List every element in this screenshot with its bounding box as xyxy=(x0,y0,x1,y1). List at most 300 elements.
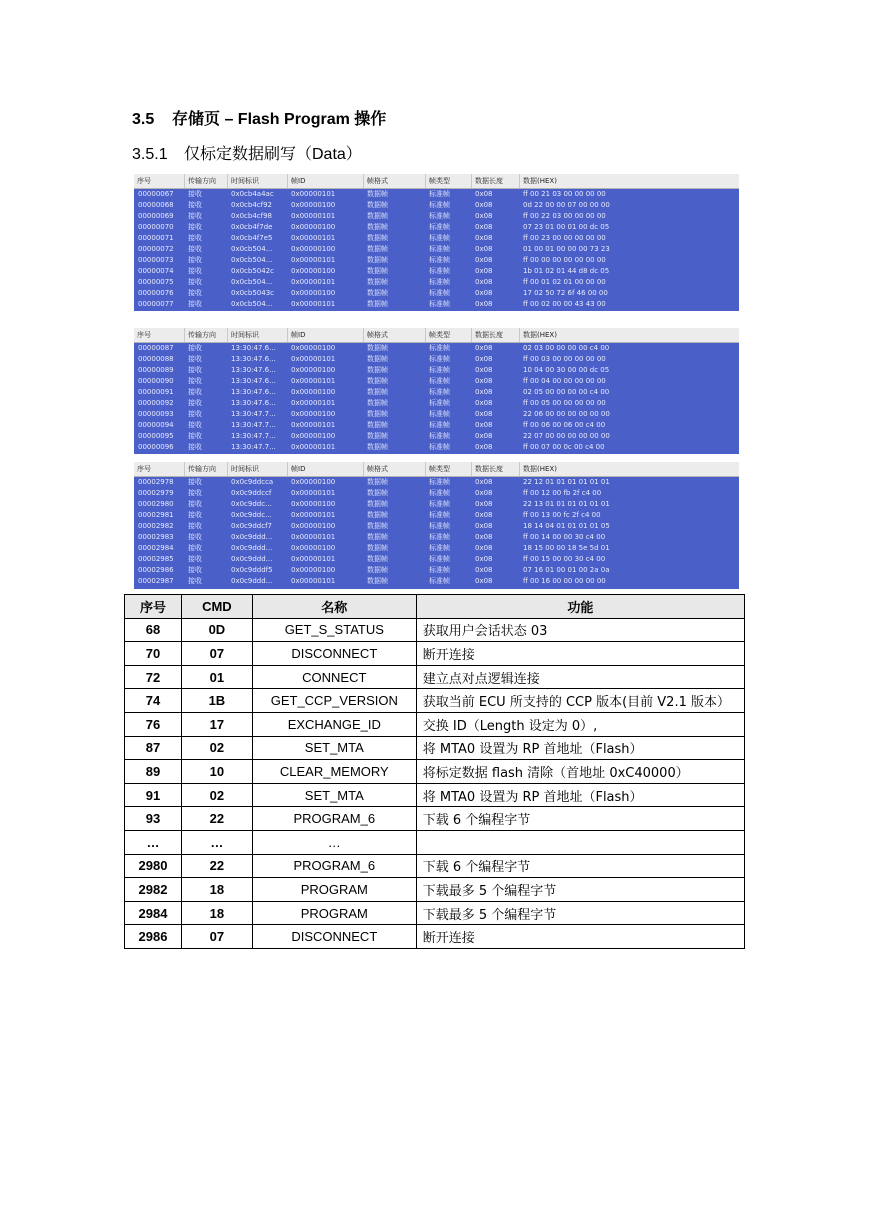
grid-cell-seq: 00000094 xyxy=(138,421,174,429)
grid-cell-direction: 接收 xyxy=(188,212,202,220)
grid-cell-timestamp: 13:30:47.6... xyxy=(231,399,276,407)
grid-cell-direction: 接收 xyxy=(188,355,202,363)
seq-cell: 74 xyxy=(125,689,182,713)
grid-cell-data-length: 0x08 xyxy=(475,522,493,530)
grid-cell-data-hex: 22 07 00 00 00 00 00 00 xyxy=(523,432,610,440)
seq-cell: 87 xyxy=(125,736,182,760)
subsection-heading xyxy=(132,141,362,164)
grid-row[interactable] xyxy=(134,343,739,354)
grid-cell-timestamp: 0x0cb4f7e5 xyxy=(231,234,273,242)
grid-cell-seq: 00002987 xyxy=(138,577,174,585)
grid-row[interactable] xyxy=(134,387,739,398)
grid-cell-direction: 接收 xyxy=(188,267,202,275)
grid-row[interactable] xyxy=(134,255,739,266)
grid-cell-data-hex: ff 00 00 00 00 00 00 00 xyxy=(523,256,606,264)
grid-cell-frame-type: 标准帧 xyxy=(429,555,450,563)
grid-cell-frame-format: 数据帧 xyxy=(367,478,388,486)
grid-cell-frame-id: 0x00000101 xyxy=(291,511,336,519)
grid-cell-frame-format: 数据帧 xyxy=(367,245,388,253)
seq-cell: 76 xyxy=(125,712,182,736)
grid-cell-timestamp: 0x0cb4a4ac xyxy=(231,190,274,198)
grid-cell-data-length: 0x08 xyxy=(475,511,493,519)
table-row xyxy=(125,901,745,925)
grid-cell-frame-format: 数据帧 xyxy=(367,212,388,220)
grid-cell-direction: 接收 xyxy=(188,478,202,486)
grid-row[interactable] xyxy=(134,554,739,565)
cmd-cell: 10 xyxy=(181,760,252,784)
function-cell: 断开连接 xyxy=(416,925,744,949)
grid-cell-timestamp: 0x0cb504... xyxy=(231,300,273,308)
grid-row[interactable] xyxy=(134,189,739,200)
grid-cell-frame-type: 标准帧 xyxy=(429,212,450,220)
grid-cell-data-length: 0x08 xyxy=(475,344,493,352)
grid-cell-seq: 00002984 xyxy=(138,544,174,552)
grid-header-data-hex[interactable]: 数据(HEX) xyxy=(519,462,557,476)
seq-cell: 89 xyxy=(125,760,182,784)
grid-cell-frame-id: 0x00000101 xyxy=(291,256,336,264)
grid-row[interactable] xyxy=(134,431,739,442)
function-cell: 断开连接 xyxy=(416,642,744,666)
grid-row[interactable] xyxy=(134,354,739,365)
grid-header-seq[interactable]: 序号 xyxy=(137,331,151,339)
grid-cell-frame-format: 数据帧 xyxy=(367,388,388,396)
grid-cell-frame-type: 标准帧 xyxy=(429,432,450,440)
table-row xyxy=(125,760,745,784)
grid-cell-data-length: 0x08 xyxy=(475,190,493,198)
grid-header-frame-type[interactable]: 帧类型 xyxy=(425,462,450,476)
grid-row[interactable] xyxy=(134,510,739,521)
grid-cell-data-length: 0x08 xyxy=(475,555,493,563)
grid-row[interactable] xyxy=(134,532,739,543)
can-log-grid-1 xyxy=(134,174,739,311)
grid-cell-frame-format: 数据帧 xyxy=(367,377,388,385)
grid-cell-frame-type: 标准帧 xyxy=(429,566,450,574)
name-cell: CLEAR_MEMORY xyxy=(252,760,416,784)
grid-cell-frame-format: 数据帧 xyxy=(367,201,388,209)
grid-cell-direction: 接收 xyxy=(188,190,202,198)
grid-cell-frame-type: 标准帧 xyxy=(429,511,450,519)
seq-cell: 72 xyxy=(125,665,182,689)
grid-cell-seq: 00000070 xyxy=(138,223,174,231)
grid-header-frame-format[interactable]: 帧格式 xyxy=(363,328,388,342)
grid-cell-seq: 00000067 xyxy=(138,190,174,198)
grid-cell-data-hex: ff 00 12 00 fb 2f c4 00 xyxy=(523,489,602,497)
grid-cell-seq: 00000092 xyxy=(138,399,174,407)
grid-cell-direction: 接收 xyxy=(188,443,202,451)
subsection-title: 仅标定数据刷写（Data） xyxy=(184,146,362,163)
grid-cell-frame-format: 数据帧 xyxy=(367,555,388,563)
grid-cell-direction: 接收 xyxy=(188,388,202,396)
grid-cell-data-hex: ff 00 16 00 00 00 00 00 xyxy=(523,577,606,585)
function-cell: 交换 ID（Length 设定为 0）, xyxy=(416,712,744,736)
grid-cell-data-hex: ff 00 07 00 0c 00 c4 00 xyxy=(523,443,605,451)
grid-cell-timestamp: 0x0c9ddc... xyxy=(231,511,272,519)
grid-cell-data-hex: ff 00 01 02 01 00 00 00 xyxy=(523,278,606,286)
grid-cell-timestamp: 0x0c9ddd... xyxy=(231,577,273,585)
grid-cell-frame-type: 标准帧 xyxy=(429,223,450,231)
grid-cell-data-hex: ff 00 13 00 fc 2f c4 00 xyxy=(523,511,601,519)
grid-cell-frame-id: 0x00000100 xyxy=(291,366,336,374)
can-log-grid-2 xyxy=(134,328,739,454)
grid-header-timestamp[interactable]: 时间标识 xyxy=(227,328,259,342)
grid-cell-frame-type: 标准帧 xyxy=(429,267,450,275)
grid-cell-data-hex: 18 14 04 01 01 01 01 05 xyxy=(523,522,610,530)
table-header-row xyxy=(125,595,745,619)
grid-header-data-length[interactable]: 数据长度 xyxy=(471,328,503,342)
name-cell: CONNECT xyxy=(252,665,416,689)
grid-header-timestamp[interactable]: 时间标识 xyxy=(227,174,259,188)
grid-cell-frame-id: 0x00000101 xyxy=(291,377,336,385)
grid-row[interactable] xyxy=(134,442,739,453)
grid-cell-data-length: 0x08 xyxy=(475,544,493,552)
grid-cell-frame-id: 0x00000101 xyxy=(291,190,336,198)
function-cell: 将标定数据 flash 清除（首地址 0xC40000） xyxy=(416,760,744,784)
grid-row[interactable] xyxy=(134,565,739,576)
grid-cell-data-length: 0x08 xyxy=(475,256,493,264)
function-cell: 下载最多 5 个编程字节 xyxy=(416,878,744,902)
name-cell: DISCONNECT xyxy=(252,925,416,949)
grid-cell-timestamp: 0x0c9ddc... xyxy=(231,500,272,508)
grid-cell-frame-type: 标准帧 xyxy=(429,377,450,385)
grid-row[interactable] xyxy=(134,477,739,488)
grid-cell-seq: 00000090 xyxy=(138,377,174,385)
grid-cell-data-hex: 02 05 00 00 00 00 c4 00 xyxy=(523,388,610,396)
seq-cell: 68 xyxy=(125,618,182,642)
grid-cell-direction: 接收 xyxy=(188,566,202,574)
grid-cell-frame-type: 标准帧 xyxy=(429,234,450,242)
grid-cell-frame-id: 0x00000101 xyxy=(291,234,336,242)
grid-cell-seq: 00000089 xyxy=(138,366,174,374)
function-cell: 建立点对点逻辑连接 xyxy=(416,665,744,689)
grid-cell-direction: 接收 xyxy=(188,234,202,242)
grid-cell-direction: 接收 xyxy=(188,223,202,231)
grid-cell-data-hex: 17 02 50 72 6f 46 00 00 xyxy=(523,289,608,297)
grid-cell-data-length: 0x08 xyxy=(475,289,493,297)
grid-cell-timestamp: 0x0c9ddd... xyxy=(231,544,273,552)
grid-cell-frame-type: 标准帧 xyxy=(429,478,450,486)
grid-header-frame-id[interactable]: 帧ID xyxy=(287,174,305,188)
grid-cell-timestamp: 0x0cb5042c xyxy=(231,267,275,275)
grid-cell-frame-format: 数据帧 xyxy=(367,366,388,374)
table-row xyxy=(125,712,745,736)
grid-cell-data-length: 0x08 xyxy=(475,388,493,396)
cmd-cell: 01 xyxy=(181,665,252,689)
name-cell: SET_MTA xyxy=(252,783,416,807)
grid-row[interactable] xyxy=(134,200,739,211)
cmd-cell: 22 xyxy=(181,854,252,878)
grid-row[interactable] xyxy=(134,266,739,277)
grid-cell-timestamp: 13:30:47.6... xyxy=(231,388,276,396)
grid-header-data-length[interactable]: 数据长度 xyxy=(471,462,503,476)
grid-cell-data-length: 0x08 xyxy=(475,223,493,231)
cmd-cell: 18 xyxy=(181,901,252,925)
grid-cell-frame-type: 标准帧 xyxy=(429,544,450,552)
name-cell: GET_S_STATUS xyxy=(252,618,416,642)
grid-header-data-hex[interactable]: 数据(HEX) xyxy=(519,328,557,342)
grid-cell-direction: 接收 xyxy=(188,399,202,407)
grid-cell-seq: 00002978 xyxy=(138,478,174,486)
grid-cell-direction: 接收 xyxy=(188,432,202,440)
grid-cell-timestamp: 0x0c9ddd... xyxy=(231,555,273,563)
grid-cell-seq: 00002982 xyxy=(138,522,174,530)
grid-cell-timestamp: 0x0c9ddcf7 xyxy=(231,522,273,530)
grid-cell-frame-id: 0x00000101 xyxy=(291,555,336,563)
grid-cell-timestamp: 0x0cb4cf98 xyxy=(231,212,273,220)
section-heading xyxy=(132,106,386,129)
grid-cell-timestamp: 0x0cb504... xyxy=(231,256,273,264)
grid-header-seq[interactable]: 序号 xyxy=(137,465,151,473)
function-cell: 下载最多 5 个编程字节 xyxy=(416,901,744,925)
grid-cell-direction: 接收 xyxy=(188,377,202,385)
grid-row[interactable] xyxy=(134,222,739,233)
grid-cell-frame-type: 标准帧 xyxy=(429,500,450,508)
grid-cell-frame-format: 数据帧 xyxy=(367,267,388,275)
grid-cell-data-length: 0x08 xyxy=(475,366,493,374)
grid-cell-frame-type: 标准帧 xyxy=(429,300,450,308)
seq-cell: 2986 xyxy=(125,925,182,949)
grid-header-data-length[interactable]: 数据长度 xyxy=(471,174,503,188)
name-cell: EXCHANGE_ID xyxy=(252,712,416,736)
grid-cell-frame-id: 0x00000100 xyxy=(291,544,336,552)
grid-cell-frame-format: 数据帧 xyxy=(367,399,388,407)
grid-cell-timestamp: 13:30:47.6... xyxy=(231,355,276,363)
grid-header-data-hex[interactable]: 数据(HEX) xyxy=(519,174,557,188)
grid-cell-frame-id: 0x00000101 xyxy=(291,399,336,407)
can-log-grid-3 xyxy=(134,462,739,589)
table-row xyxy=(125,642,745,666)
grid-cell-data-length: 0x08 xyxy=(475,212,493,220)
grid-cell-frame-type: 标准帧 xyxy=(429,201,450,209)
grid-cell-frame-type: 标准帧 xyxy=(429,355,450,363)
grid-cell-data-hex: 22 13 01 01 01 01 01 01 xyxy=(523,500,610,508)
grid-cell-frame-format: 数据帧 xyxy=(367,421,388,429)
grid-cell-frame-id: 0x00000100 xyxy=(291,410,336,418)
grid-cell-frame-id: 0x00000101 xyxy=(291,443,336,451)
grid-cell-data-hex: 0d 22 00 00 07 00 00 00 xyxy=(523,201,610,209)
grid-row[interactable] xyxy=(134,277,739,288)
grid-row[interactable] xyxy=(134,521,739,532)
grid-header-direction[interactable]: 传输方向 xyxy=(184,328,216,342)
grid-cell-frame-id: 0x00000101 xyxy=(291,533,336,541)
grid-header-seq[interactable]: 序号 xyxy=(137,177,151,185)
subsection-number: 3.5.1 xyxy=(132,146,168,163)
grid-cell-frame-id: 0x00000100 xyxy=(291,245,336,253)
grid-cell-seq: 00002986 xyxy=(138,566,174,574)
table-row xyxy=(125,618,745,642)
grid-cell-frame-type: 标准帧 xyxy=(429,522,450,530)
grid-cell-frame-type: 标准帧 xyxy=(429,256,450,264)
grid-cell-data-hex: 18 15 00 00 18 5e 5d 01 xyxy=(523,544,610,552)
grid-header-timestamp[interactable]: 时间标识 xyxy=(227,462,259,476)
grid-cell-frame-type: 标准帧 xyxy=(429,289,450,297)
grid-row[interactable] xyxy=(134,488,739,499)
header-seq: 序号 xyxy=(125,595,182,619)
grid-cell-data-length: 0x08 xyxy=(475,234,493,242)
grid-cell-frame-id: 0x00000101 xyxy=(291,421,336,429)
grid-cell-seq: 00000069 xyxy=(138,212,174,220)
seq-cell: 93 xyxy=(125,807,182,831)
cmd-cell: 02 xyxy=(181,736,252,760)
grid-cell-data-hex: 01 00 01 00 00 00 73 23 xyxy=(523,245,610,253)
cmd-cell: … xyxy=(181,830,252,854)
table-row xyxy=(125,783,745,807)
cmd-cell: 0D xyxy=(181,618,252,642)
grid-row[interactable] xyxy=(134,420,739,431)
grid-cell-frame-id: 0x00000101 xyxy=(291,489,336,497)
grid-cell-data-length: 0x08 xyxy=(475,566,493,574)
cmd-cell: 07 xyxy=(181,925,252,949)
cmd-cell: 22 xyxy=(181,807,252,831)
grid-cell-frame-type: 标准帧 xyxy=(429,388,450,396)
grid-cell-seq: 00000088 xyxy=(138,355,174,363)
grid-cell-frame-format: 数据帧 xyxy=(367,443,388,451)
grid-cell-timestamp: 13:30:47.7... xyxy=(231,443,276,451)
ccp-command-table xyxy=(124,594,745,949)
grid-cell-seq: 00000076 xyxy=(138,289,174,297)
grid-cell-timestamp: 0x0cb4cf92 xyxy=(231,201,273,209)
grid-cell-frame-type: 标准帧 xyxy=(429,190,450,198)
grid-cell-frame-type: 标准帧 xyxy=(429,577,450,585)
grid-row[interactable] xyxy=(134,398,739,409)
grid-cell-data-hex: ff 00 14 00 00 30 c4 00 xyxy=(523,533,606,541)
grid-header-frame-type[interactable]: 帧类型 xyxy=(425,328,450,342)
grid-header-frame-format[interactable]: 帧格式 xyxy=(363,174,388,188)
grid-cell-frame-id: 0x00000100 xyxy=(291,267,336,275)
grid-cell-direction: 接收 xyxy=(188,289,202,297)
grid-cell-data-hex: 10 04 00 30 00 00 dc 05 xyxy=(523,366,610,374)
grid-cell-frame-id: 0x00000101 xyxy=(291,577,336,585)
grid-cell-direction: 接收 xyxy=(188,344,202,352)
grid-header-frame-id[interactable]: 帧ID xyxy=(287,328,305,342)
grid-cell-frame-format: 数据帧 xyxy=(367,410,388,418)
function-cell: 获取用户会话状态 03 xyxy=(416,618,744,642)
grid-cell-frame-id: 0x00000100 xyxy=(291,223,336,231)
name-cell: PROGRAM_6 xyxy=(252,854,416,878)
grid-cell-frame-format: 数据帧 xyxy=(367,577,388,585)
grid-cell-frame-format: 数据帧 xyxy=(367,533,388,541)
grid-cell-frame-format: 数据帧 xyxy=(367,190,388,198)
section-title: 存储页 – Flash Program 操作 xyxy=(172,111,387,128)
grid-cell-data-hex: ff 00 21 03 00 00 00 00 xyxy=(523,190,606,198)
grid-cell-timestamp: 13:30:47.7... xyxy=(231,410,276,418)
grid-row[interactable] xyxy=(134,244,739,255)
grid-cell-frame-type: 标准帧 xyxy=(429,443,450,451)
grid-cell-seq: 00000071 xyxy=(138,234,174,242)
grid-header-frame-format[interactable]: 帧格式 xyxy=(363,462,388,476)
grid-cell-frame-type: 标准帧 xyxy=(429,344,450,352)
grid-cell-data-length: 0x08 xyxy=(475,577,493,585)
grid-cell-seq: 00000091 xyxy=(138,388,174,396)
table-row xyxy=(125,665,745,689)
grid-cell-seq: 00000087 xyxy=(138,344,174,352)
grid-cell-direction: 接收 xyxy=(188,500,202,508)
grid-cell-timestamp: 0x0cb5043c xyxy=(231,289,275,297)
grid-cell-frame-format: 数据帧 xyxy=(367,256,388,264)
grid-cell-frame-id: 0x00000100 xyxy=(291,432,336,440)
grid-cell-data-hex: ff 00 03 00 00 00 00 00 xyxy=(523,355,606,363)
grid-cell-data-length: 0x08 xyxy=(475,245,493,253)
grid-cell-frame-id: 0x00000101 xyxy=(291,212,336,220)
grid-header-direction[interactable]: 传输方向 xyxy=(184,174,216,188)
function-cell xyxy=(416,830,744,854)
name-cell: PROGRAM_6 xyxy=(252,807,416,831)
grid-cell-seq: 00000077 xyxy=(138,300,174,308)
grid-header-frame-type[interactable]: 帧类型 xyxy=(425,174,450,188)
grid-row[interactable] xyxy=(134,543,739,554)
grid-cell-frame-format: 数据帧 xyxy=(367,278,388,286)
grid-cell-data-length: 0x08 xyxy=(475,443,493,451)
grid-cell-frame-type: 标准帧 xyxy=(429,245,450,253)
grid-cell-direction: 接收 xyxy=(188,366,202,374)
grid-cell-seq: 00000093 xyxy=(138,410,174,418)
grid-cell-frame-format: 数据帧 xyxy=(367,289,388,297)
table-row xyxy=(125,925,745,949)
grid-cell-frame-id: 0x00000100 xyxy=(291,344,336,352)
grid-cell-frame-id: 0x00000100 xyxy=(291,201,336,209)
grid-cell-data-length: 0x08 xyxy=(475,278,493,286)
grid-cell-seq: 00000096 xyxy=(138,443,174,451)
grid-cell-frame-format: 数据帧 xyxy=(367,544,388,552)
grid-header-frame-id[interactable]: 帧ID xyxy=(287,462,305,476)
grid-row[interactable] xyxy=(134,376,739,387)
grid-cell-timestamp: 0x0cb4f7de xyxy=(231,223,273,231)
grid-cell-data-hex: 22 06 00 00 00 00 00 00 xyxy=(523,410,610,418)
seq-cell: 70 xyxy=(125,642,182,666)
grid-cell-frame-id: 0x00000101 xyxy=(291,278,336,286)
grid-cell-seq: 00000095 xyxy=(138,432,174,440)
grid-cell-data-length: 0x08 xyxy=(475,399,493,407)
grid-row[interactable] xyxy=(134,211,739,222)
grid-row[interactable] xyxy=(134,499,739,510)
grid-row[interactable] xyxy=(134,299,739,310)
table-row xyxy=(125,854,745,878)
grid-cell-data-hex: 07 23 01 00 01 00 dc 05 xyxy=(523,223,610,231)
grid-row[interactable] xyxy=(134,288,739,299)
grid-cell-data-length: 0x08 xyxy=(475,410,493,418)
grid-cell-frame-id: 0x00000100 xyxy=(291,478,336,486)
grid-cell-data-length: 0x08 xyxy=(475,201,493,209)
grid-cell-timestamp: 13:30:47.6... xyxy=(231,344,276,352)
grid-header-row xyxy=(134,174,739,189)
grid-cell-frame-id: 0x00000100 xyxy=(291,500,336,508)
grid-header-direction[interactable]: 传输方向 xyxy=(184,462,216,476)
grid-cell-seq: 00002981 xyxy=(138,511,174,519)
grid-cell-seq: 00000074 xyxy=(138,267,174,275)
grid-row[interactable] xyxy=(134,576,739,587)
header-name: 名称 xyxy=(252,595,416,619)
grid-cell-data-length: 0x08 xyxy=(475,377,493,385)
grid-cell-frame-format: 数据帧 xyxy=(367,300,388,308)
grid-cell-data-hex: ff 00 15 00 00 30 c4 00 xyxy=(523,555,606,563)
name-cell: GET_CCP_VERSION xyxy=(252,689,416,713)
grid-row[interactable] xyxy=(134,233,739,244)
grid-cell-frame-id: 0x00000100 xyxy=(291,388,336,396)
grid-cell-data-hex: ff 00 23 00 00 00 00 00 xyxy=(523,234,606,242)
grid-cell-data-length: 0x08 xyxy=(475,489,493,497)
grid-cell-data-length: 0x08 xyxy=(475,267,493,275)
table-row xyxy=(125,878,745,902)
grid-cell-timestamp: 13:30:47.6... xyxy=(231,366,276,374)
grid-cell-timestamp: 0x0c9ddd... xyxy=(231,533,273,541)
grid-cell-direction: 接收 xyxy=(188,245,202,253)
function-cell: 下载 6 个编程字节 xyxy=(416,807,744,831)
seq-cell: 2984 xyxy=(125,901,182,925)
seq-cell: 2982 xyxy=(125,878,182,902)
grid-cell-frame-id: 0x00000101 xyxy=(291,355,336,363)
grid-row[interactable] xyxy=(134,365,739,376)
grid-row[interactable] xyxy=(134,409,739,420)
function-cell: 下载 6 个编程字节 xyxy=(416,854,744,878)
